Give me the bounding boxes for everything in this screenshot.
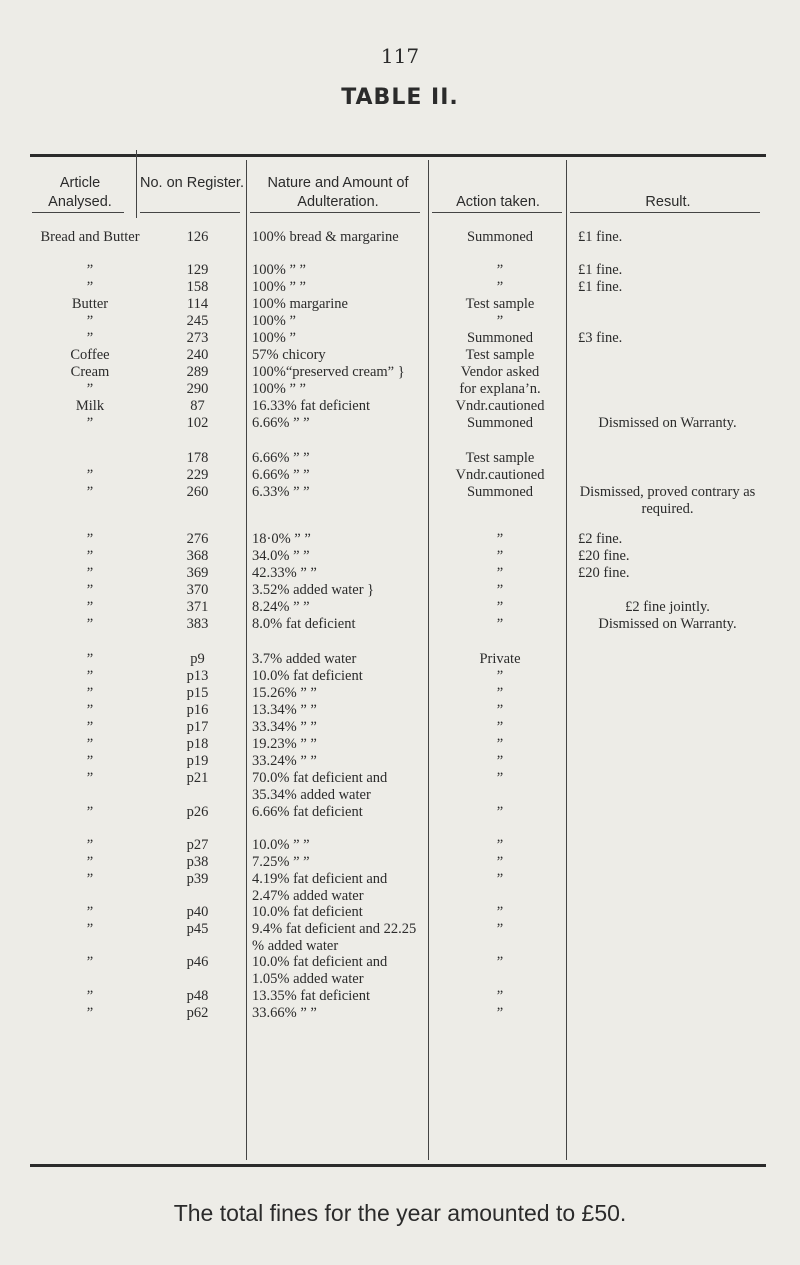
row-article-cell: ” (86, 854, 94, 870)
row-nature-cell: 70.0% fat deficient and 35.34% added water (252, 770, 388, 803)
row-nature-cell: 8.24% ” ” (252, 599, 310, 615)
row-nature-cell: 6.66% ” ” (252, 450, 310, 466)
row-action-cell: ” (496, 736, 504, 752)
row-nature-cell: 10.0% fat deficient (252, 668, 363, 684)
row-article-cell: ” (86, 770, 94, 786)
row-nature-cell: 10.0% ” ” (252, 837, 310, 853)
row-article-cell: ” (86, 582, 94, 598)
row-article-cell: ” (86, 988, 94, 1004)
row-action-cell: Vendor asked (460, 364, 540, 380)
row-register-cell: 290 (186, 381, 209, 397)
row-register-cell: 383 (186, 616, 209, 632)
row-article-cell: ” (86, 381, 94, 397)
row-action-cell: ” (496, 921, 504, 937)
row-action-cell: Summoned (466, 330, 534, 346)
row-action-cell: ” (496, 685, 504, 701)
row-register-cell: 229 (186, 467, 209, 483)
row-nature-cell: 57% chicory (252, 347, 326, 363)
row-action-cell: ” (496, 702, 504, 718)
row-register-cell: 370 (186, 582, 209, 598)
row-register-cell: 371 (186, 599, 209, 615)
row-article-cell: ” (86, 719, 94, 735)
row-nature-cell: 10.0% fat deficient and 1.05% added water (252, 954, 388, 987)
row-result-cell: £20 fine. (578, 565, 630, 581)
row-article-cell: ” (86, 904, 94, 920)
row-action-cell: ” (496, 599, 504, 615)
row-result-cell: £20 fine. (578, 548, 630, 564)
row-nature-cell: 4.19% fat deficient and 2.47% added water (252, 871, 388, 904)
row-article-cell: ” (86, 313, 94, 329)
row-nature-cell: 13.34% ” ” (252, 702, 317, 718)
row-article-cell: Milk (75, 398, 105, 414)
table-top-rule (30, 154, 766, 157)
row-action-cell: ” (496, 988, 504, 1004)
row-register-cell: 276 (186, 531, 209, 547)
row-result-cell: £3 fine. (578, 330, 623, 346)
row-nature-cell: 6.33% ” ” (252, 484, 310, 500)
row-register-cell: p26 (186, 804, 209, 820)
row-nature-cell: 7.25% ” ” (252, 854, 310, 870)
row-action-cell: ” (496, 904, 504, 920)
row-action-cell: Vndr.cautioned (455, 467, 545, 483)
header-action: Action taken. (456, 194, 540, 210)
row-nature-cell: 18·0% ” ” (252, 531, 311, 547)
row-article-cell: ” (86, 279, 94, 295)
row-nature-cell: 33.24% ” ” (252, 753, 317, 769)
row-action-cell: ” (496, 954, 504, 970)
row-nature-cell: 9.4% fat deficient and 22.25 % added water (252, 921, 417, 954)
row-register-cell: p17 (186, 719, 209, 735)
row-register-cell: 178 (186, 450, 209, 466)
row-article-cell: ” (86, 685, 94, 701)
row-article-cell: ” (86, 668, 94, 684)
row-article-cell: ” (86, 921, 94, 937)
row-register-cell: 129 (186, 262, 209, 278)
page-number: 117 (380, 44, 420, 68)
footer-note: The total fines for the year amounted to £50. (173, 1200, 627, 1226)
row-result-cell: £2 fine jointly. (625, 599, 710, 615)
row-result-cell: £1 fine. (578, 229, 623, 245)
row-action-cell: ” (496, 565, 504, 581)
row-nature-cell: 33.34% ” ” (252, 719, 317, 735)
row-action-cell: ” (496, 804, 504, 820)
row-action-cell: Summoned (466, 415, 534, 431)
row-register-cell: 260 (186, 484, 209, 500)
table-title: TABLE II. (341, 85, 459, 110)
row-article-cell: ” (86, 804, 94, 820)
row-action-cell: ” (496, 582, 504, 598)
row-register-cell: p62 (186, 1005, 209, 1021)
row-nature-cell: 19.23% ” ” (252, 736, 317, 752)
row-nature-cell: 3.52% added water } (252, 582, 375, 598)
row-nature-cell: 10.0% fat deficient (252, 904, 363, 920)
row-register-cell: p45 (186, 921, 209, 937)
row-register-cell: 289 (186, 364, 209, 380)
row-register-cell: 273 (186, 330, 209, 346)
row-action-cell: Test sample (465, 296, 535, 312)
row-action-cell: ” (496, 854, 504, 870)
row-register-cell: 245 (186, 313, 209, 329)
row-action-cell: Summoned (466, 229, 534, 245)
row-register-cell: p38 (186, 854, 209, 870)
row-result-cell: £2 fine. (578, 531, 623, 547)
row-register-cell: 369 (186, 565, 209, 581)
row-action-cell: ” (496, 837, 504, 853)
row-nature-cell: 100% ” (252, 330, 296, 346)
header-result: Result. (645, 194, 691, 210)
row-nature-cell: 6.66% ” ” (252, 415, 310, 431)
row-register-cell: p9 (190, 651, 205, 667)
row-register-cell: p18 (186, 736, 209, 752)
row-action-cell: Test sample (465, 450, 535, 466)
header-nature: Nature and Amount of Adulteration. (267, 175, 409, 210)
row-register-cell: 102 (186, 415, 209, 431)
column-divider (246, 160, 247, 1160)
row-register-cell: 87 (190, 398, 205, 414)
row-article-cell: ” (86, 484, 94, 500)
header-underline (432, 212, 562, 213)
row-nature-cell: 100% bread & margarine (252, 229, 399, 245)
row-article-cell: ” (86, 548, 94, 564)
column-divider (136, 150, 137, 218)
row-article-cell: ” (86, 599, 94, 615)
row-result-cell: Dismissed on Warranty. (598, 415, 737, 431)
row-article-cell: ” (86, 871, 94, 887)
row-action-cell: ” (496, 719, 504, 735)
row-nature-cell: 16.33% fat deficient (252, 398, 370, 414)
row-register-cell: p15 (186, 685, 209, 701)
row-register-cell: p48 (186, 988, 209, 1004)
row-action-cell: ” (496, 770, 504, 786)
row-result-cell: Dismissed on Warranty. (598, 616, 737, 632)
row-article-cell: ” (86, 616, 94, 632)
row-nature-cell: 100% ” ” (252, 381, 306, 397)
row-register-cell: p40 (186, 904, 209, 920)
row-action-cell: for explana’n. (459, 381, 541, 397)
row-nature-cell: 100% ” ” (252, 279, 306, 295)
row-action-cell: ” (496, 1005, 504, 1021)
row-register-cell: 368 (186, 548, 209, 564)
header-article: Article Analysed. (48, 175, 112, 210)
row-register-cell: p21 (186, 770, 209, 786)
header-register: No. on Register. (140, 175, 244, 191)
row-action-cell: ” (496, 871, 504, 887)
row-nature-cell: 100% ” (252, 313, 296, 329)
row-article-cell: ” (86, 736, 94, 752)
row-register-cell: p39 (186, 871, 209, 887)
row-article-cell: ” (86, 415, 94, 431)
row-nature-cell: 34.0% ” ” (252, 548, 310, 564)
row-article-cell: Bread and Butter (40, 229, 140, 245)
row-article-cell: ” (86, 1005, 94, 1021)
row-register-cell: p13 (186, 668, 209, 684)
row-action-cell: Test sample (465, 347, 535, 363)
row-action-cell: ” (496, 548, 504, 564)
row-action-cell: ” (496, 668, 504, 684)
row-article-cell: ” (86, 467, 94, 483)
table-bottom-rule (30, 1164, 766, 1167)
row-result-cell: £1 fine. (578, 262, 623, 278)
row-register-cell: 114 (186, 296, 209, 312)
row-action-cell: ” (496, 313, 504, 329)
row-action-cell: Summoned (466, 484, 534, 500)
row-nature-cell: 100% margarine (252, 296, 348, 312)
row-nature-cell: 3.7% added water (252, 651, 357, 667)
row-register-cell: 158 (186, 279, 209, 295)
row-nature-cell: 33.66% ” ” (252, 1005, 317, 1021)
row-action-cell: ” (496, 279, 504, 295)
row-nature-cell: 13.35% fat deficient (252, 988, 370, 1004)
row-article-cell: ” (86, 262, 94, 278)
row-article-cell: ” (86, 702, 94, 718)
row-article-cell: ” (86, 753, 94, 769)
row-nature-cell: 15.26% ” ” (252, 685, 317, 701)
row-article-cell: Cream (70, 364, 110, 380)
header-underline (32, 212, 124, 213)
row-action-cell: ” (496, 753, 504, 769)
row-article-cell: Coffee (70, 347, 110, 363)
row-nature-cell: 42.33% ” ” (252, 565, 317, 581)
row-nature-cell: 6.66% fat deficient (252, 804, 363, 820)
row-nature-cell: 100% ” ” (252, 262, 306, 278)
header-underline (570, 212, 760, 213)
row-register-cell: p46 (186, 954, 209, 970)
row-register-cell: 126 (186, 229, 209, 245)
row-article-cell: ” (86, 837, 94, 853)
row-article-cell: ” (86, 330, 94, 346)
row-action-cell: Vndr.cautioned (455, 398, 545, 414)
row-register-cell: 240 (186, 347, 209, 363)
row-article-cell: Butter (71, 296, 109, 312)
row-article-cell: ” (86, 651, 94, 667)
row-register-cell: p19 (186, 753, 209, 769)
row-result-cell: £1 fine. (578, 279, 623, 295)
row-article-cell: ” (86, 954, 94, 970)
header-underline (250, 212, 420, 213)
row-action-cell: Private (479, 651, 521, 667)
row-nature-cell: 8.0% fat deficient (252, 616, 356, 632)
row-register-cell: p16 (186, 702, 209, 718)
row-register-cell: p27 (186, 837, 209, 853)
row-result-cell: Dismissed, proved contrary as required. (579, 484, 756, 517)
row-action-cell: ” (496, 531, 504, 547)
row-nature-cell: 6.66% ” ” (252, 467, 310, 483)
row-action-cell: ” (496, 262, 504, 278)
header-underline (140, 212, 240, 213)
row-nature-cell: 100%“preserved cream” } (252, 364, 405, 380)
row-article-cell: ” (86, 565, 94, 581)
row-action-cell: ” (496, 616, 504, 632)
row-article-cell: ” (86, 531, 94, 547)
